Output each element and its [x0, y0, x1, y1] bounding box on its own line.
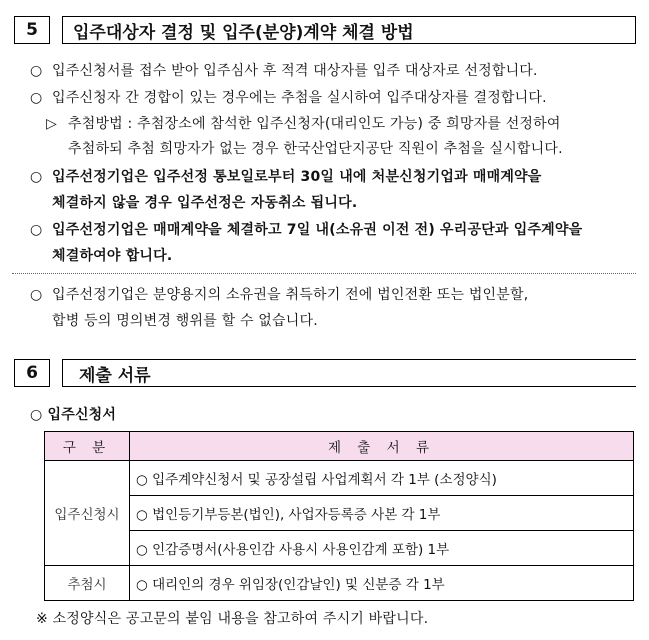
- arrow-bullet-icon: ▷: [46, 116, 57, 132]
- item-2: ○ 입주신청자 간 경합이 있는 경우에는 추첨을 실시하여 입주대상자를 결정합니다.: [30, 90, 547, 106]
- document-item: ○ 인감증명서(사용인감 사용시 사용인감계 포함) 1부: [130, 531, 634, 566]
- item-4-line-2: 체결하지 않을 경우 입주선정은 자동취소 됩니다.: [52, 195, 358, 211]
- item-1: ○ 입주신청서를 접수 받아 입주심사 후 적격 대상자를 입주 대상자로 선정합니다.: [30, 63, 538, 79]
- item-4-line-1: ○ 입주선정기업은 입주선정 통보일로부터 30일 내에 처분신청기업과 매매계약을: [30, 169, 542, 185]
- table-header-row: [45, 432, 634, 461]
- table-row: [45, 496, 634, 531]
- bullet-circle: ○: [30, 169, 43, 185]
- item-5-line-2: 체결하여야 합니다.: [52, 248, 173, 264]
- item-6-line-2: 합병 등의 명의변경 행위를 할 수 없습니다.: [52, 313, 318, 329]
- table-row: [45, 531, 634, 566]
- header-category: 구 분: [45, 432, 130, 461]
- subheading-application: ○ 입주신청서: [30, 407, 117, 423]
- documents-table: [44, 431, 634, 601]
- category-application: 입주신청시: [45, 461, 130, 566]
- item-3-line-2: 추첨하되 추첨 희망자가 없는 경우 한국산업단지공단 직원이 추첨을 실시합니다.: [68, 141, 563, 157]
- bullet-circle: ○: [30, 222, 43, 238]
- divider: [12, 273, 636, 274]
- category-lottery: 추첨시: [45, 566, 130, 601]
- bullet-circle: ○: [30, 63, 43, 79]
- document-item: ○ 법인등기부등본(법인), 사업자등록증 사본 각 1부: [130, 496, 634, 531]
- item-3-line-1: ▷ 추첨방법 : 추첨장소에 참석한 입주신청자(대리인도 가능) 중 희망자를 선정하여: [46, 116, 561, 132]
- section-6-title: 제출 서류: [62, 359, 636, 387]
- document-item: ○ 대리인의 경우 위임장(인감날인) 및 신분증 각 1부: [130, 566, 634, 601]
- bullet-circle: ○: [30, 90, 43, 106]
- table-row: [45, 566, 634, 601]
- item-6-line-1: ○ 입주선정기업은 분양용지의 소유권을 취득하기 전에 법인전환 또는 법인분할,: [30, 287, 529, 303]
- footnote: ※ 소정양식은 공고문의 붙임 내용을 참고하여 주시기 바랍니다.: [36, 611, 429, 627]
- header-documents: 제 출 서 류: [130, 432, 634, 461]
- bullet-circle: ○: [30, 287, 43, 303]
- document-item: ○ 입주계약신청서 및 공장설립 사업계획서 각 1부 (소정양식): [130, 461, 634, 496]
- table-row: [45, 461, 634, 496]
- section-6-number: 6: [14, 359, 50, 387]
- section-5-title: 입주대상자 결정 및 입주(분양)계약 체결 방법: [62, 16, 636, 44]
- item-5-line-1: ○ 입주선정기업은 매매계약을 체결하고 7일 내(소유권 이전 전) 우리공단과 입주계약을: [30, 222, 583, 238]
- section-5-number: 5: [14, 16, 50, 44]
